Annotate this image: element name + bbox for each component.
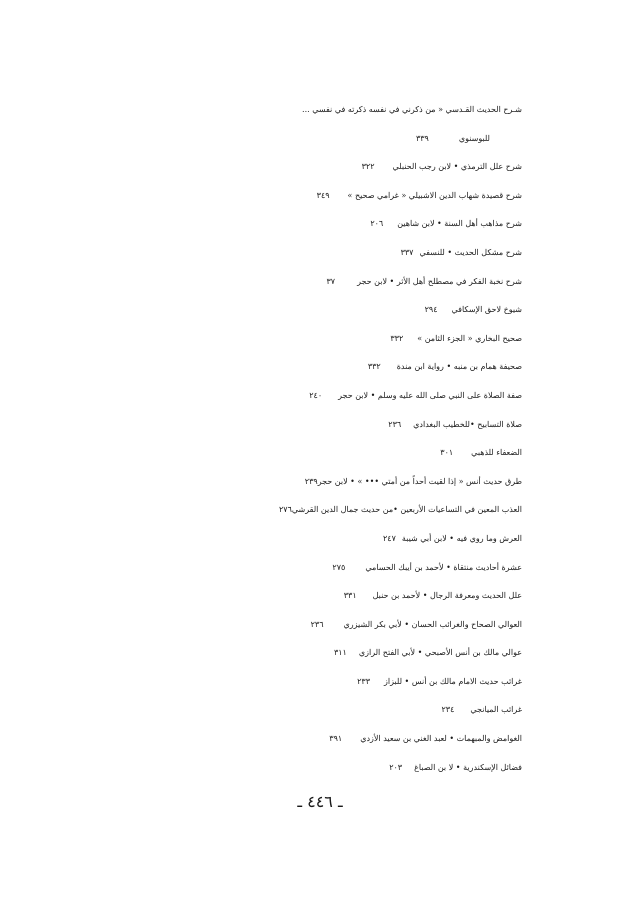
entry-page: ٢٠٦ <box>370 219 384 229</box>
entry-page: ٢٧٥ <box>332 562 346 572</box>
entry-title: علل الحديث ومعرفة الرجال • لأحمد بن حنبل <box>372 591 522 601</box>
entry-page: ٣٣٩ <box>415 133 429 143</box>
entry-title: صحيفة همام بن منبه • رواية ابن مندة <box>396 362 522 372</box>
entry-title: شيوخ لاحق الإسكافي <box>451 305 522 315</box>
entry-page: ٣٢٢ <box>361 162 375 172</box>
index-entry <box>0 353 640 382</box>
index-list <box>0 96 640 782</box>
index-entry <box>0 382 640 411</box>
entry-page: ٢٤٠ <box>309 390 323 400</box>
page-number: ـ ٤٤٦ ـ <box>297 792 343 811</box>
index-entry <box>0 554 640 583</box>
entry-page: ٣٠١ <box>440 448 454 458</box>
entry-title: شرح نخبة الفكر في مصطلح أهل الأثر • لابن حجر <box>357 276 522 286</box>
entry-title: صلاة التسابيح •للخطيب البغدادي <box>413 419 522 429</box>
entry-page: ٣٣٢ <box>390 333 404 343</box>
entry-title: الغوامض والمبهمات • لعبد الغني بن سعيد الأزدي <box>360 734 522 744</box>
index-entry <box>0 296 640 325</box>
entry-page: ٣٧ <box>326 276 336 286</box>
entry-title: شرح مذاهب أهل السنة • لابن شاهين <box>397 219 522 229</box>
entry-title: صحيح البخاري « الجزء الثامن » <box>417 333 522 343</box>
entry-page: ٢٣٦ <box>310 619 324 629</box>
entry-page: ٣٩١ <box>329 734 343 744</box>
index-entry <box>0 668 640 697</box>
entry-page: ٣١١ <box>333 648 347 658</box>
entry-page: ٢٠٣ <box>389 762 403 772</box>
entry-title: غرائب حديث الامام مالك بن أنس • للبزاز <box>384 676 522 686</box>
index-entry <box>0 611 640 640</box>
index-entry <box>0 411 640 440</box>
entry-title: العوالي الصحاح والغرائب الحسان • لأبي بكر الشيزري <box>343 619 522 629</box>
entry-title: العذب المعين في التساعيات الأربعين •من حديث جمال الدين القرشي <box>291 505 522 515</box>
index-entry <box>0 639 640 668</box>
index-entry <box>0 96 640 125</box>
entry-title: فضائل الإسكندرية • لا بن الصباغ <box>414 762 522 772</box>
entry-title: شرح علل الترمذي • لابن رجب الحنبلي <box>392 162 522 172</box>
entry-page: ٣٣٢ <box>367 362 381 372</box>
index-entry <box>0 439 640 468</box>
entry-title: للبوسنوي <box>458 133 490 143</box>
entry-page: ٢٣٦ <box>388 419 402 429</box>
entry-title: عوالي مالك بن أنس الأصبحي • لأبي الفتح الرازي <box>358 648 522 658</box>
entry-title: شرح مشكل الحديث • للنسفي <box>419 247 522 257</box>
index-entry <box>0 725 640 754</box>
entry-title: طرق حديث أنس « إذا لقيت أحداً من أمتي ••• » • لابن حجر <box>317 476 522 486</box>
entry-title: العرش وما روي فيه • لابن أبي شيبة <box>401 533 522 543</box>
index-entry <box>0 496 640 525</box>
entry-page: ٣٣٧ <box>400 247 414 257</box>
index-entry <box>0 182 640 211</box>
entry-page: ٢٣٩ <box>304 476 318 486</box>
entry-page: ٢٤٧ <box>382 533 396 543</box>
index-entry <box>0 468 640 497</box>
entry-title: شـرح الحديث القـدسي « من ذكرني في نفسه ذكرته في نفسي ... <box>302 105 522 114</box>
index-entry <box>0 754 640 783</box>
entry-title: شرح قصيدة شهاب الدين الاشبيلي « غرامي صحيح » <box>347 190 522 200</box>
index-entry <box>0 696 640 725</box>
index-entry <box>0 210 640 239</box>
entry-page: ٢٩٤ <box>424 305 438 315</box>
index-entry <box>0 525 640 554</box>
entry-page: ٢٣٣ <box>357 676 371 686</box>
entry-page: ٣٤٩ <box>316 190 330 200</box>
entry-title: عشرة أحاديث منتقاة • لأحمد بن أيبك الحسامي <box>365 562 522 572</box>
index-entry <box>0 125 640 154</box>
index-entry <box>0 239 640 268</box>
entry-page: ٢٣٤ <box>441 705 455 715</box>
entry-title: غرائب الميانجي <box>470 705 522 715</box>
index-entry <box>0 268 640 297</box>
index-entry <box>0 325 640 354</box>
index-entry <box>0 582 640 611</box>
entry-page: ٢٧٦ <box>278 505 292 515</box>
entry-title: صفة الصلاة على النبي صلى الله عليه وسلم • لابن حجر <box>338 390 522 400</box>
entry-title: الضعفاء للذهبي <box>471 448 522 458</box>
index-entry <box>0 153 640 182</box>
entry-page: ٣٣١ <box>343 591 357 601</box>
